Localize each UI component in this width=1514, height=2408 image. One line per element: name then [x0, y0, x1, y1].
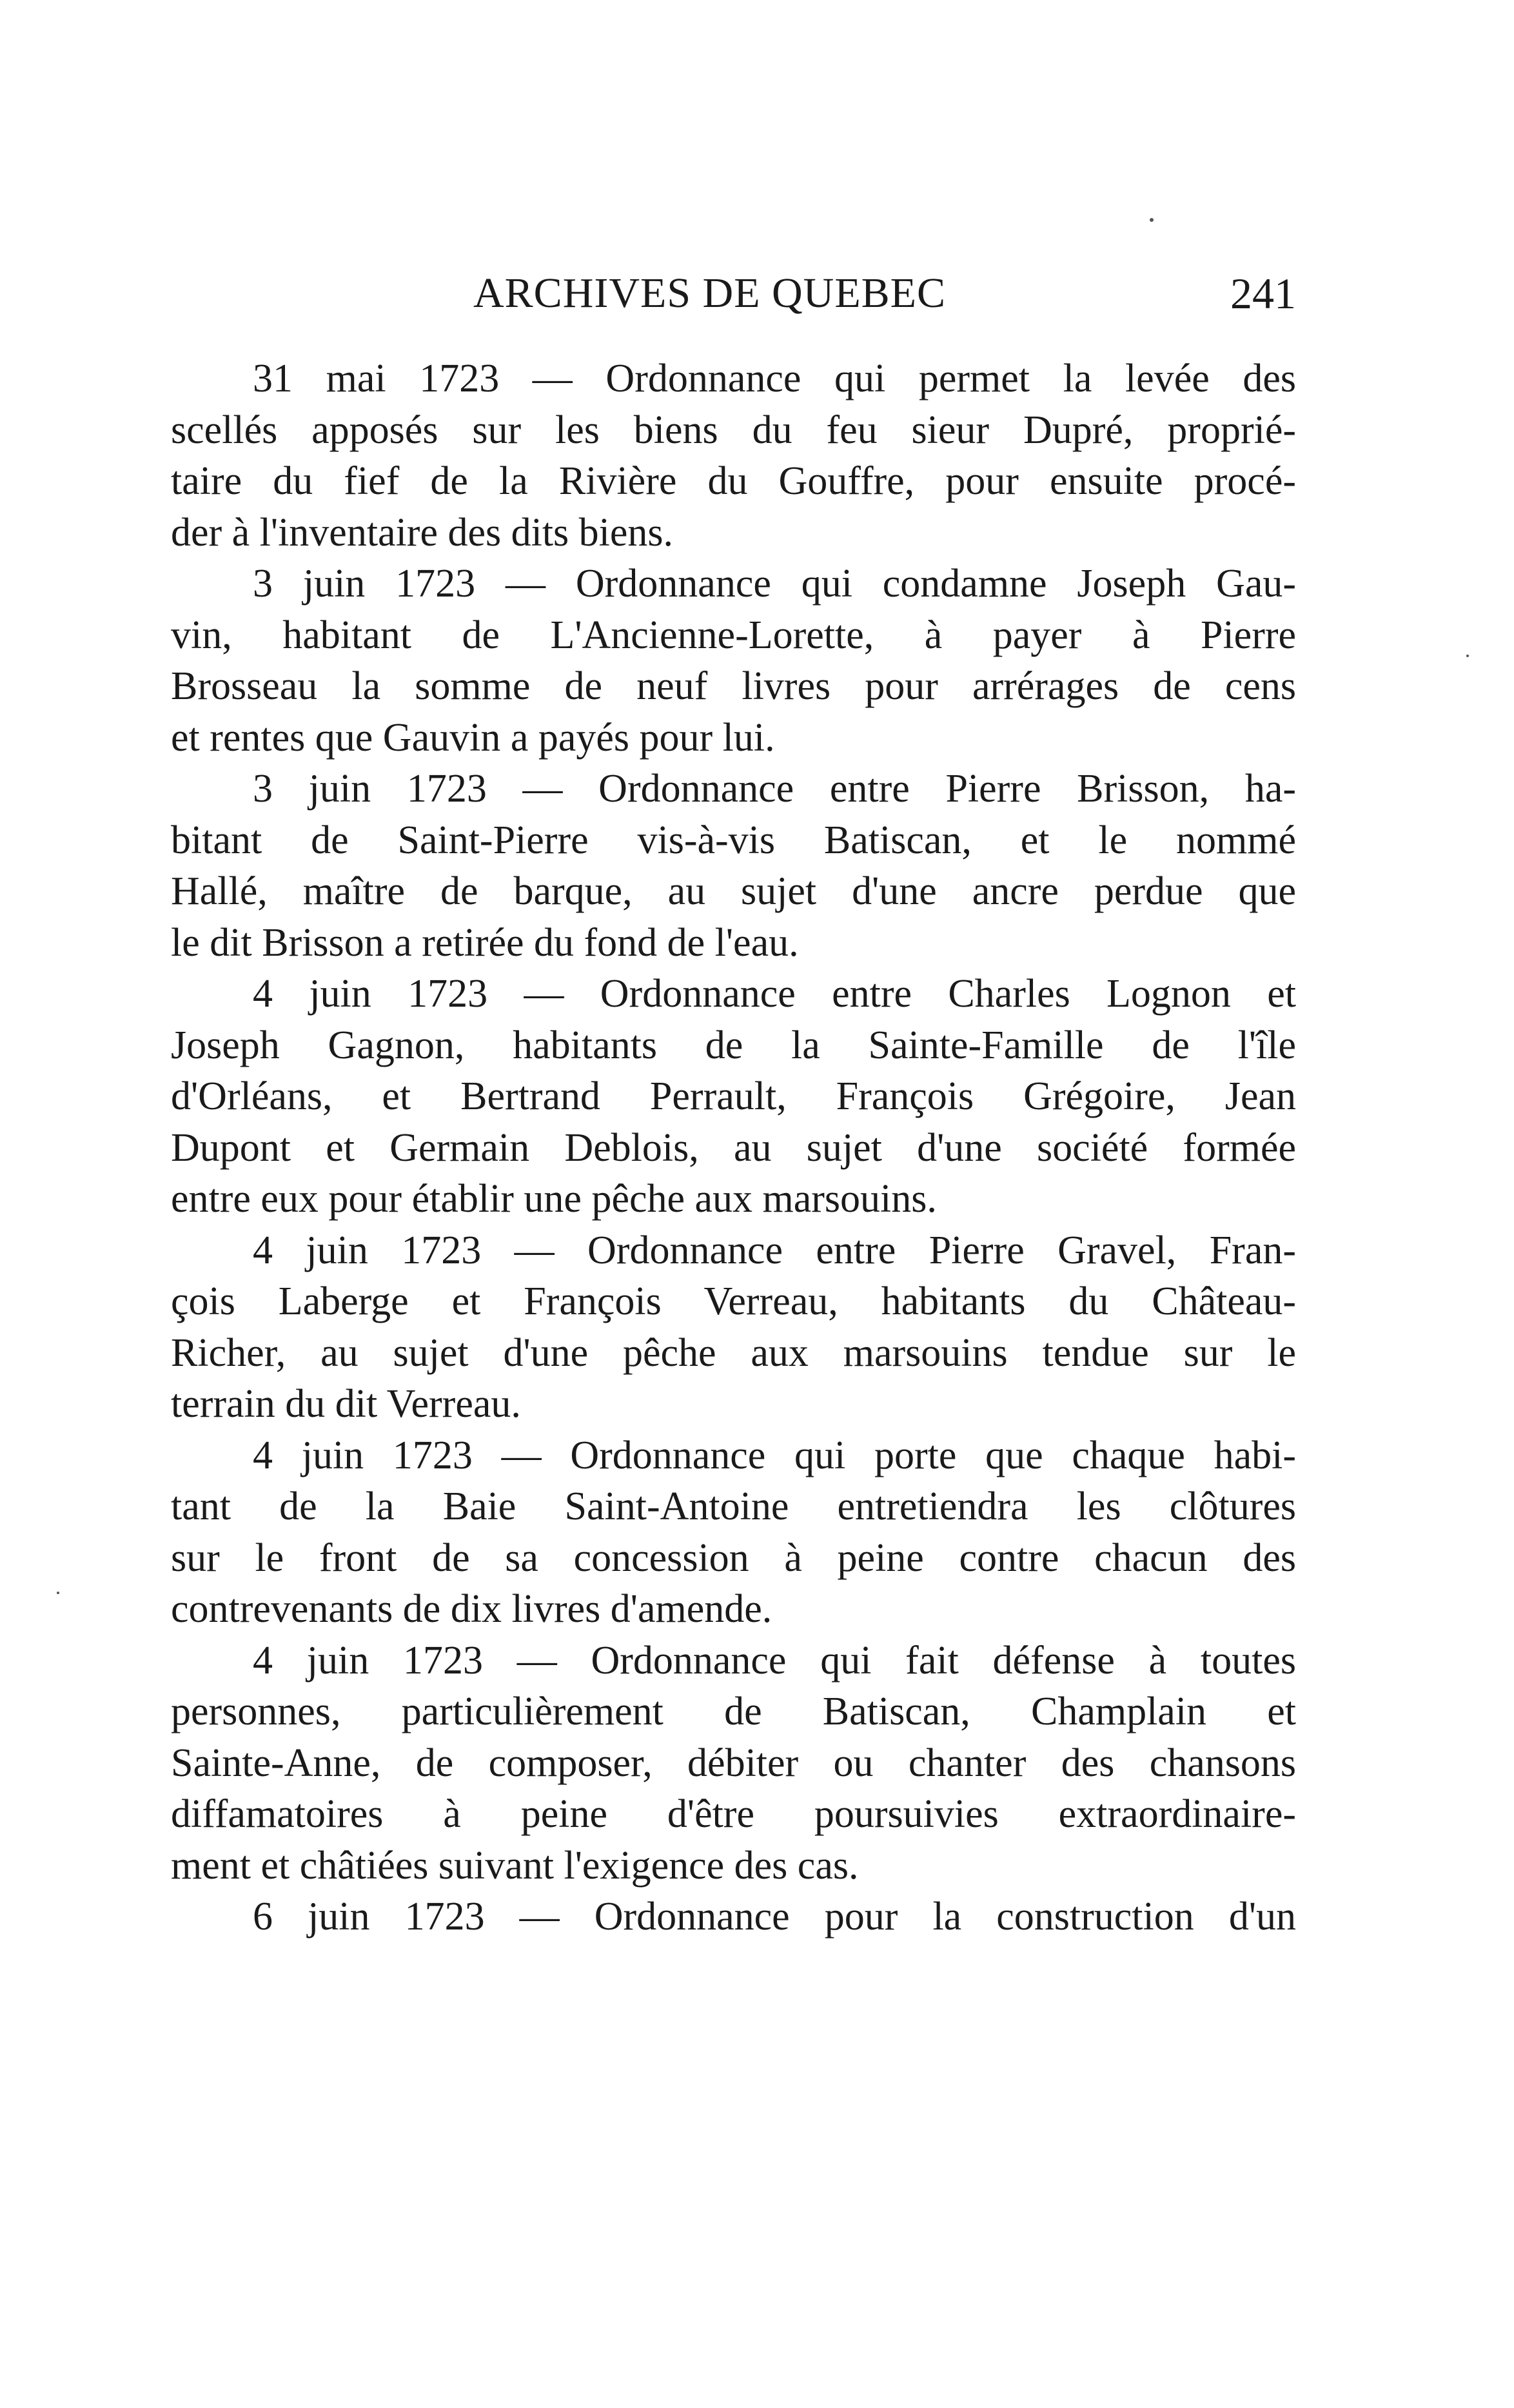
ordinance-entry-6 — [171, 1430, 1296, 1635]
text-line: scellés apposés sur les biens du feu sieur Dupré, proprié- — [171, 408, 1296, 452]
scan-speck — [1466, 655, 1469, 657]
text-line: çois Laberge et François Verreau, habitants du Château- — [171, 1279, 1296, 1323]
ordinance-entry-2 — [171, 558, 1296, 764]
text-line: entre eux pour établir une pêche aux marsouins. — [171, 1177, 937, 1221]
text-line: Dupont et Germain Deblois, au sujet d'une société formée — [171, 1125, 1296, 1170]
text-line: vin, habitant de L'Ancienne-Lorette, à payer à Pierre — [171, 613, 1296, 657]
text-line: contrevenants de dix livres d'amende. — [171, 1587, 772, 1631]
text-line: 31 mai 1723 — Ordonnance qui permet la levée des — [253, 357, 1296, 400]
text-line: bitant de Saint-Pierre vis-à-vis Batiscan, et le nommé — [171, 818, 1296, 862]
text-line: 3 juin 1723 — Ordonnance entre Pierre Brisson, ha- — [253, 767, 1296, 811]
text-line: personnes, particulièrement de Batiscan, Champlain et — [171, 1690, 1296, 1733]
text-line: 4 juin 1723 — Ordonnance entre Charles Lognon et — [253, 972, 1296, 1016]
text-line: 6 juin 1723 — Ordonnance pour la construction d'un — [253, 1895, 1296, 1939]
scan-speck — [1150, 218, 1154, 222]
page-number: 241 — [1230, 269, 1296, 318]
text-line: tant de la Baie Saint-Antoine entretiendra les clôtures — [171, 1485, 1296, 1528]
text-line: 4 juin 1723 — Ordonnance qui porte que chaque habi- — [253, 1433, 1296, 1477]
ordinance-entry-4 — [171, 969, 1296, 1225]
text-line: Joseph Gagnon, habitants de la Sainte-Famille de l'île — [171, 1023, 1296, 1067]
ordinance-entry-7 — [171, 1635, 1296, 1892]
text-line: Hallé, maître de barque, au sujet d'une ancre perdue que — [171, 869, 1296, 913]
text-line: 3 juin 1723 — Ordonnance qui condamne Joseph Gau- — [253, 562, 1296, 606]
text-line: Sainte-Anne, de composer, débiter ou chanter des chansons — [171, 1741, 1296, 1785]
ordinance-entry-1 — [171, 353, 1296, 558]
text-line: der à l'inventaire des dits biens. — [171, 510, 674, 555]
text-line: ment et châtiées suivant l'exigence des cas. — [171, 1843, 859, 1888]
text-line: taire du fief de la Rivière du Gouffre, pour ensuite procé- — [171, 459, 1296, 503]
scan-speck — [57, 1592, 59, 1594]
text-line: et rentes que Gauvin a payés pour lui. — [171, 715, 775, 760]
text-line: le dit Brisson a retirée du fond de l'eau. — [171, 920, 799, 965]
body-text — [171, 353, 1296, 1943]
text-line: diffamatoires à peine d'être poursuivies extraordinaire- — [171, 1792, 1296, 1836]
text-line: 4 juin 1723 — Ordonnance entre Pierre Gravel, Fran- — [253, 1228, 1296, 1272]
ordinance-entry-5 — [171, 1225, 1296, 1430]
page-header — [174, 258, 1296, 329]
text-line: terrain du dit Verreau. — [171, 1382, 521, 1426]
text-line: d'Orléans, et Bertrand Perrault, François Grégoire, Jean — [171, 1074, 1296, 1118]
running-title: ARCHIVES DE QUEBEC — [473, 270, 947, 317]
ordinance-entry-3 — [171, 764, 1296, 969]
ordinance-entry-8 — [171, 1891, 1296, 1943]
text-line: Richer, au sujet d'une pêche aux marsouins tendue sur le — [171, 1330, 1296, 1375]
text-line: sur le front de sa concession à peine contre chacun des — [171, 1535, 1296, 1580]
text-line: 4 juin 1723 — Ordonnance qui fait défense à toutes — [253, 1638, 1296, 1683]
text-line: Brosseau la somme de neuf livres pour arrérages de cens — [171, 664, 1296, 708]
